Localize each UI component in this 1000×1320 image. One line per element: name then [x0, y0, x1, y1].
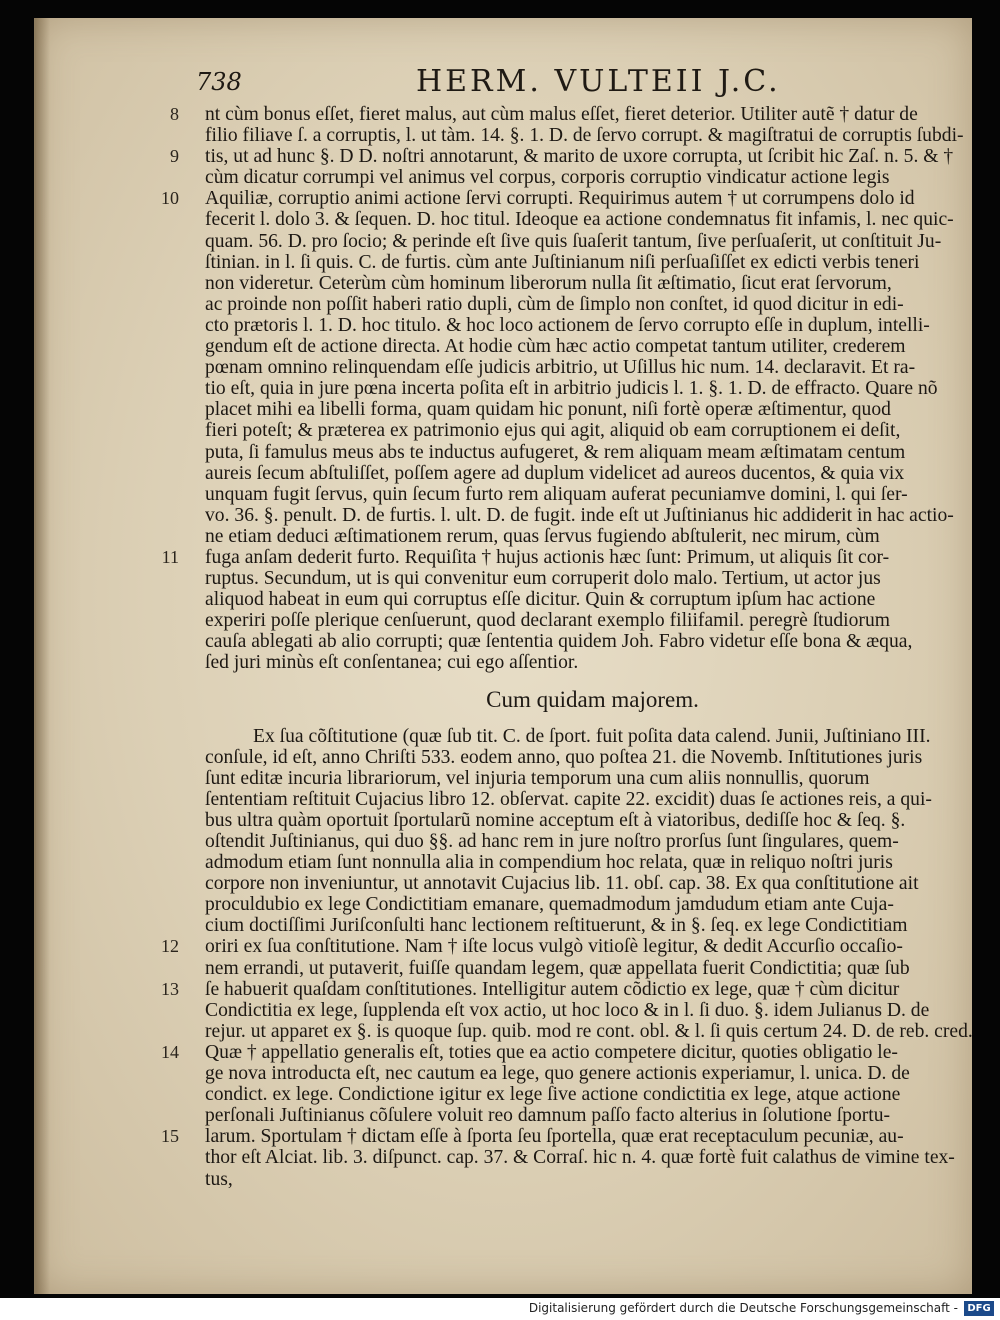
line-text: ſe habuerit quaſdam conſtitutiones. Intelligitur autem cõdictio ex lege, quæ † cùm dicitur: [205, 978, 900, 1000]
margin-number: 14: [161, 1041, 179, 1062]
margin-number: 11: [161, 546, 179, 567]
text-line: [205, 209, 954, 231]
line-text: non videretur. Ceterùm cùm hominum liberorum nulla ſit æſtimatio, ſicut erat ſervorum,: [205, 272, 892, 294]
line-text: filio filiave ſ. a corruptis, l. ut tàm. 14. §. 1. D. de ſervo corrupt. & magiſtratui de corruptis ſubdi-: [205, 125, 964, 147]
margin-number: 15: [161, 1126, 179, 1147]
section-heading: [205, 680, 940, 720]
text-line: [205, 747, 940, 768]
line-text: ſunt editæ incuria librariorum, vel injuria temporum una cum aliis nonnullis, quorum: [205, 767, 870, 789]
text-line: [205, 526, 940, 547]
text-line: [205, 958, 940, 979]
text-line: [161, 978, 940, 1000]
text-line: [205, 589, 940, 610]
text-line: [205, 125, 964, 147]
line-text: ruptus. Secundum, ut is qui convenitur eum corruperit dolo malo. Tertium, ut actor jus: [205, 568, 881, 590]
text-line: [205, 1063, 940, 1084]
line-text: gendum eſt de actione directa. At hodie cùm hæc actio competat tantum utiliter, crederem: [205, 336, 906, 358]
body-text: [161, 104, 973, 1190]
margin-number: 8: [170, 104, 179, 124]
text-line: [205, 442, 940, 463]
line-text: cto prætoris l. 1. D. hoc titulo. & hoc loco actionem de ſervo corrupto eſſe in duplum, intelli-: [205, 314, 930, 336]
footer-bar: [0, 1298, 1000, 1320]
page-header: [196, 62, 896, 102]
running-title: HERM. VULTEII J.C.: [416, 64, 781, 99]
line-text: Condictitia ex lege, ſupplenda eſt vox actio, ut hoc loco & in l. ſi duo. §. idem Julianus D. de: [205, 999, 930, 1021]
text-line: [205, 789, 940, 810]
text-line: [205, 273, 940, 294]
text-line: [205, 831, 940, 852]
line-text: fieri poteſt; & præterea ex patrimonio ejus qui agit, aliquid ob eam corruptionem ei deſit,: [205, 420, 901, 442]
line-text: ſed juri minùs eſt conſentanea; cui ego aſſentior.: [205, 652, 579, 674]
text-line: [205, 336, 940, 357]
digitization-credit: Digitalisierung gefördert durch die Deutsche Forschungsgemeinschaft -: [528, 1301, 958, 1315]
text-line: [205, 631, 940, 652]
text-line: [205, 1105, 940, 1126]
line-text: ſententiam reſtituit Cujacius libro 12. obſervat. capite 22. excidit) duas ſe actiones reis, a qui-: [205, 788, 932, 810]
text-line: [205, 915, 940, 936]
line-text: experiri poſſe plerique cenſuerunt, quod declarant exemplo filiifamil. peregrè ſtudiorum: [205, 610, 890, 632]
line-text: ge nova introducta eſt, nec cautum ea lege, quo genere actionis experiamur, l. unica. D. de: [205, 1063, 910, 1085]
margin-number: 9: [170, 146, 179, 167]
text-line: [161, 1126, 940, 1148]
text-line: [205, 315, 940, 336]
line-text: conſule, id eſt, anno Chriſti 533. eodem anno, quo poſtea 21. die Novemb. Inſtitutiones juris: [205, 746, 923, 768]
text-line: [205, 420, 940, 441]
line-text: nt cùm bonus eſſet, fieret malus, aut cùm malus eſſet, fieret deterior. Utiliter autẽ † datur de: [205, 104, 918, 125]
line-text: unquam fugit ſervus, quin ſecum furto rem aliquam auferat pecuniamve domini, l. qui ſer-: [205, 483, 908, 505]
text-line: [205, 1169, 940, 1190]
text-line: [205, 1084, 940, 1105]
text-line: [205, 231, 940, 252]
line-text: proculdubio ex lege Condictitiam emanare, quemadmodum jamdudum etiam ante Cuja-: [205, 894, 894, 916]
line-text: vo. 36. §. penult. D. de furtis. l. ult. D. de fugit. inde eſt ut Juſtinianus hic addiderit in hac actio-: [205, 504, 954, 526]
text-line: [205, 873, 940, 894]
text-line: [205, 568, 940, 589]
line-text: Aquiliæ, corruptio animi actione ſervi corrupti. Requirimus autem † ut corrumpens dolo id: [205, 188, 915, 210]
line-text: ne etiam deduci æſtimationem rerum, quas ſervus fugiendo abſtulerit, nec mirum, cùm: [205, 525, 880, 547]
line-text: tus,: [205, 1168, 233, 1190]
text-line: [161, 546, 940, 568]
line-text: ſtinian. in l. ſi quis. C. de furtis. cùm ante Juſtinianum niſi perſuaſiſſet ex edicti verbis teneri: [205, 251, 920, 273]
page-number: 738: [196, 68, 242, 96]
line-text: cauſa ablegati ab alio corrupti; quæ ſententia quidem Joh. Fabro videtur eſſe bona & æqua,: [205, 631, 913, 653]
text-line: [205, 768, 940, 789]
text-line: [205, 378, 940, 399]
text-line: [205, 1020, 973, 1042]
line-text: tio eſt, quia in jure pœna incerta poſita eſt in arbitrio judicis l. 1. §. 1. D. de effracto. Quare nõ: [205, 378, 938, 400]
text-line: [205, 399, 940, 420]
line-text: puta, ſi famulus meus abs te inductus aufugeret, & rem aliquam meam æſtimatam centum: [205, 441, 906, 463]
line-text: Ex ſua cõſtitutione (quæ ſub tit. C. de ſport. fuit poſita data calend. Junii, Juſtiniano III.: [253, 725, 931, 747]
text-line: [205, 852, 940, 873]
text-line: [161, 1041, 940, 1063]
text-line: [205, 252, 940, 273]
line-text: fecerit l. dolo 3. & ſequen. D. hoc titul. Ideoque ea actione condemnatus fit infamis, l. nec quic-: [205, 209, 954, 231]
text-line: [205, 294, 940, 315]
text-line: [205, 610, 940, 631]
margin-number: 10: [161, 188, 179, 209]
page-gutter-shadow: [36, 18, 50, 1294]
line-text: aliquod habeat in eum qui corruptus eſſe dicitur. Quin & corruptum ipſum hac actione: [205, 589, 876, 611]
margin-number: 12: [161, 936, 179, 957]
line-text: oſtendit Juſtinianus, qui duo §§. ad hanc rem in jure noſtro prorſus ſunt ſingulares, quem-: [205, 831, 899, 852]
text-line: [205, 1147, 955, 1169]
line-text: Quæ † appellatio generalis eſt, toties que ea actio competere dicitur, quoties obligatio le-: [205, 1041, 898, 1063]
text-line: [161, 936, 940, 958]
line-text: cùm dicatur corrumpi vel animus vel corpus, corporis corruptio vindicatur actione legis: [205, 167, 890, 189]
text-line: [205, 504, 954, 526]
text-line: [170, 104, 940, 125]
line-text: fuga anſam dederit furto. Requiſita † hujus actionis hæc ſunt: Primum, ut aliquis ſit cor-: [205, 546, 890, 568]
line-text: thor eſt Alciat. lib. 3. diſpunct. cap. 37. & Corraſ. hic n. 4. quæ fortè fuit calathus de vimine tex-: [205, 1147, 955, 1169]
text-line: [205, 652, 940, 673]
line-text: pœnam omnino relinquendam eſſe judicis arbitrio, ut Uſillus hic num. 14. declaravit. Et ra-: [205, 357, 916, 379]
text-line: [205, 810, 940, 831]
line-text: nem errandi, ut putaverit, fuiſſe quandam legem, quæ appellata fuerit Condictitia; quæ ſub: [205, 957, 910, 979]
line-text: larum. Sportulam † dictam eſſe à ſporta ſeu ſportella, quæ erat receptaculum pecuniæ, au-: [205, 1126, 904, 1148]
line-text: perſonali Juſtinianus cõſulere voluit reo damnum paſſo facto alterius in ſolutione ſportu-: [205, 1105, 891, 1127]
line-text: placet mihi ea libelli forma, quam quidam hic ponunt, niſi fortè operæ æſtimentur, quod: [205, 399, 891, 421]
dfg-logo: DFG: [964, 1301, 994, 1316]
text-line: [205, 484, 940, 505]
line-text: condict. ex lege. Condictione igitur ex lege ſive actione condictitia ex lege, atque actione: [205, 1084, 901, 1106]
line-text: tis, ut ad hunc §. D D. noſtri annotarunt, & marito de uxore corrupta, ut ſcribit hic Zaſ. n. 5. & †: [205, 146, 954, 168]
line-text: admodum etiam ſunt nonnulla alia in compendium hoc relata, quæ in reliquo noſtri juris: [205, 852, 893, 874]
line-text: rejur. ut apparet ex §. is quoque ſup. quib. mod re cont. obl. & l. ſi quis certum 24. D. de reb. cred.: [205, 1020, 973, 1042]
line-text: cium doctiſſimi Juriſconſulti hanc lectionem reſtituerunt, & in §. ſeq. ex lege Condictitiam: [205, 915, 908, 937]
line-text: bus ultra quàm oportuit ſportularũ nomine acceptum eſt à viatoribus, dediſſe hoc & ſeq. §.: [205, 809, 906, 831]
text-line: [205, 894, 940, 915]
text-line: [205, 1000, 940, 1021]
margin-number: 13: [161, 978, 179, 999]
line-text: ac proinde non poſſit haberi ratio dupli, cùm de ſimplo non conſtet, id quod dicitur in edi-: [205, 293, 904, 315]
line-text: quam. 56. D. pro ſocio; & perinde eſt ſive quis ſuaſerit tantum, ſive perſuaſerit, ut conſtituit Ju-: [205, 230, 942, 252]
line-text: corpore non inveniuntur, ut annotavit Cujacius lib. 11. obſ. cap. 38. Ex qua conſtitutione ait: [205, 873, 919, 895]
text-line: [205, 463, 940, 484]
section-heading-text: Cum quidam majorem.: [486, 686, 699, 712]
text-line: [161, 188, 940, 210]
text-line: [205, 357, 940, 378]
text-line: [205, 726, 940, 747]
line-text: aureis ſecum abſtuliſſet, poſſem agere ad duplum videlicet ad aureos ducentos, & quia vix: [205, 462, 905, 484]
text-line: [205, 167, 940, 188]
line-text: oriri ex ſua conſtitutione. Nam † iſte locus vulgò vitioſè legitur, & dedit Accurſio occaſio-: [205, 936, 903, 958]
text-line: [170, 146, 954, 168]
